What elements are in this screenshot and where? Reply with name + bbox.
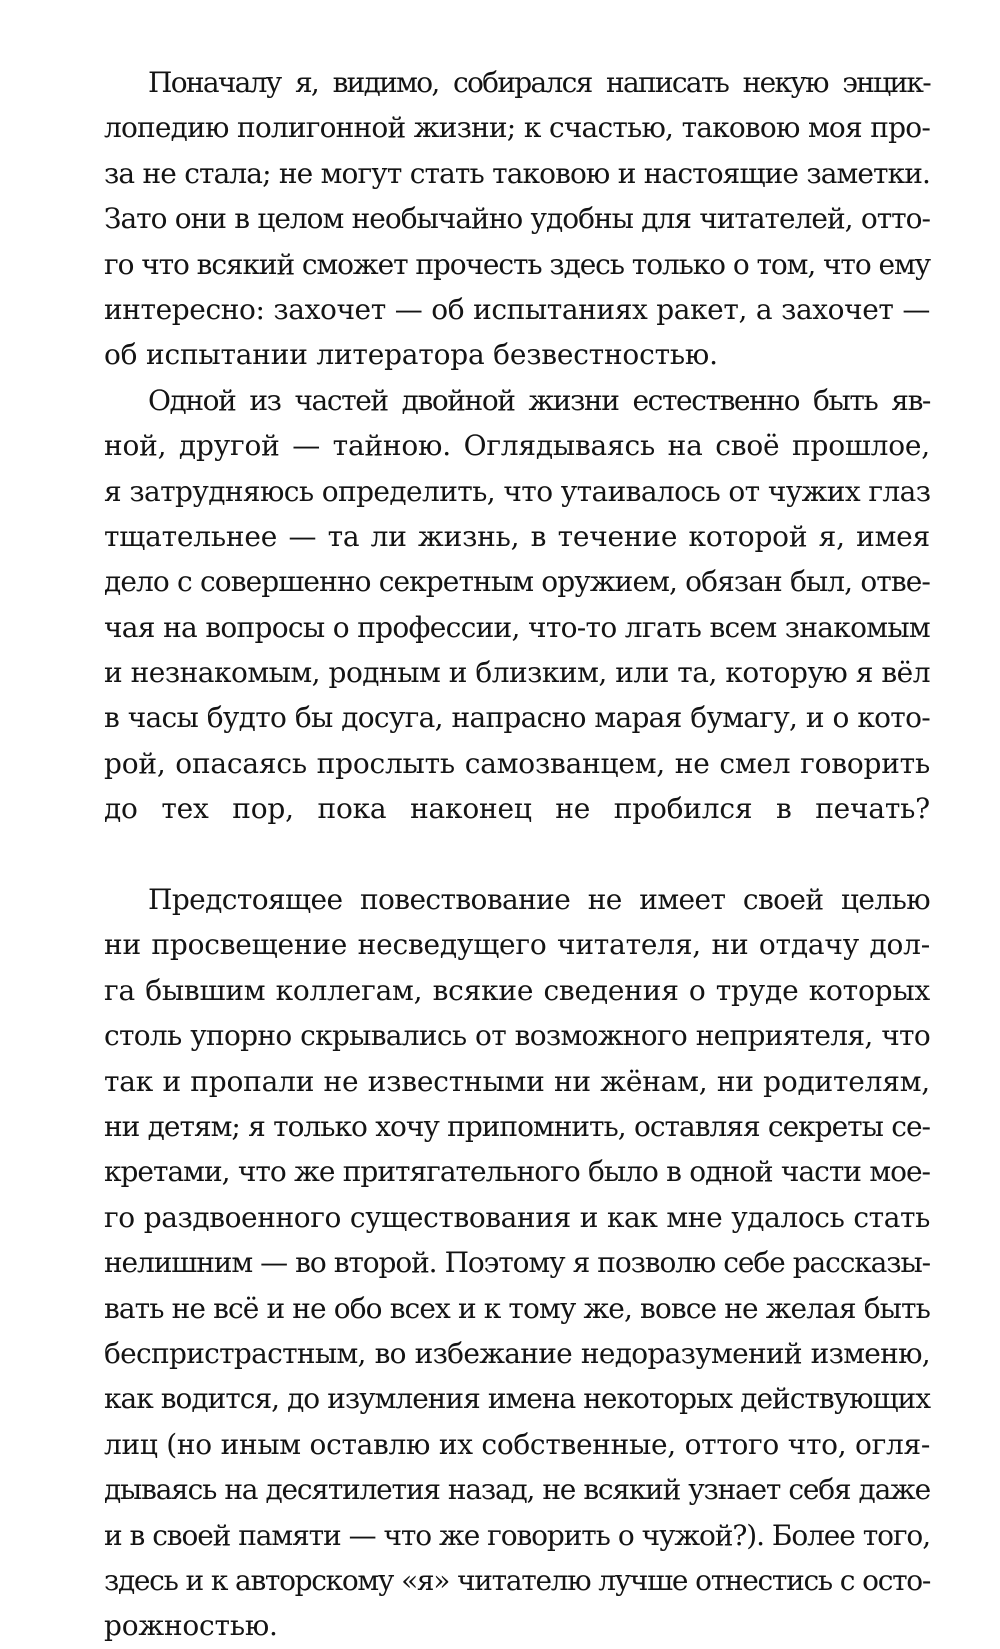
text-line: га бывшим коллегам, всякие сведения о труде которых	[104, 973, 930, 1007]
text-line: как водится, до изумления имена некоторых действующих	[104, 1382, 930, 1416]
text-line: и незнакомым, родным и близким, или та, которую я вёл	[104, 656, 930, 690]
text-line: рожностью.	[104, 1609, 278, 1643]
text-line: об испытании литератора безвестностью.	[104, 338, 718, 372]
text-line: Предстоящее повествование не имеет своей целью	[148, 883, 930, 917]
text-line: я затрудняюсь определить, что утаивалось от чужих глаз	[104, 474, 931, 508]
text-line: ни детям; я только хочу припомнить, оставляя секреты се-	[104, 1109, 930, 1143]
text-line: интересно: захочет — об испытаниях ракет, а захочет —	[104, 292, 930, 326]
text-line: беспристрастным, во избежание недоразумений изменю,	[104, 1336, 930, 1370]
text-line: лиц (но иным оставлю их собственные, оттого что, огля-	[104, 1427, 930, 1461]
text-line: ни просвещение несведущего читателя, ни отдачу дол-	[104, 928, 930, 962]
text-line: столь упорно скрывались от возможного неприятеля, что	[104, 1019, 930, 1053]
text-line: здесь и к авторскому «я» читателю лучше отнестись с осто-	[104, 1563, 930, 1597]
text-line: в часы будто бы досуга, напрасно марая бумагу, и о кото-	[104, 701, 930, 735]
text-line: дываясь на десятилетия назад, не всякий узнает себя даже	[104, 1473, 930, 1507]
paragraph-3	[104, 877, 930, 1649]
text-line: нелишним — во второй. Поэтому я позволю себе рассказы-	[104, 1246, 930, 1280]
text-line: тщательнее — та ли жизнь, в течение которой я, имея	[104, 519, 930, 553]
text-line: лопедию полигонной жизни; к счастью, таковою моя про-	[104, 111, 930, 145]
text-line: Поначалу я, видимо, собирался написать некую энцик-	[148, 66, 930, 99]
text-line: вать не всё и не обо всех и к тому же, вовсе не желая быть	[104, 1291, 930, 1325]
text-line: кретами, что же притягательного было в одной части мое-	[104, 1155, 930, 1189]
paragraph-2	[104, 378, 930, 877]
text-line: так и пропали не известными ни жёнам, ни родителям,	[104, 1064, 930, 1098]
text-line: и в своей памяти — что же говорить о чужой?). Более того,	[104, 1518, 930, 1552]
paragraph-1	[104, 60, 930, 378]
text-line: го раздвоенного существования и как мне удалось стать	[104, 1200, 930, 1234]
text-line: рой, опасаясь прослыть самозванцем, не смел говорить	[104, 746, 930, 780]
text-line	[104, 832, 930, 877]
text-line: чая на вопросы о профессии, что-то лгать всем знакомым	[104, 610, 930, 644]
text-line: го что всякий сможет прочесть здесь только о том, что ему	[104, 247, 930, 281]
text-line: ной, другой — тайною. Оглядываясь на своё прошлое,	[104, 429, 930, 463]
text-line: Одной из частей двойной жизни естественно быть яв-	[148, 383, 930, 417]
body-text	[104, 60, 930, 1649]
text-line: до тех пор, пока наконец не пробился в печать?	[104, 792, 930, 826]
text-line: дело с совершенно секретным оружием, обязан был, отве-	[104, 565, 930, 599]
text-line: за не стала; не могут стать таковою и настоящие заметки.	[104, 156, 930, 190]
text-line: Зато они в целом необычайно удобны для читателей, отто-	[104, 202, 930, 236]
